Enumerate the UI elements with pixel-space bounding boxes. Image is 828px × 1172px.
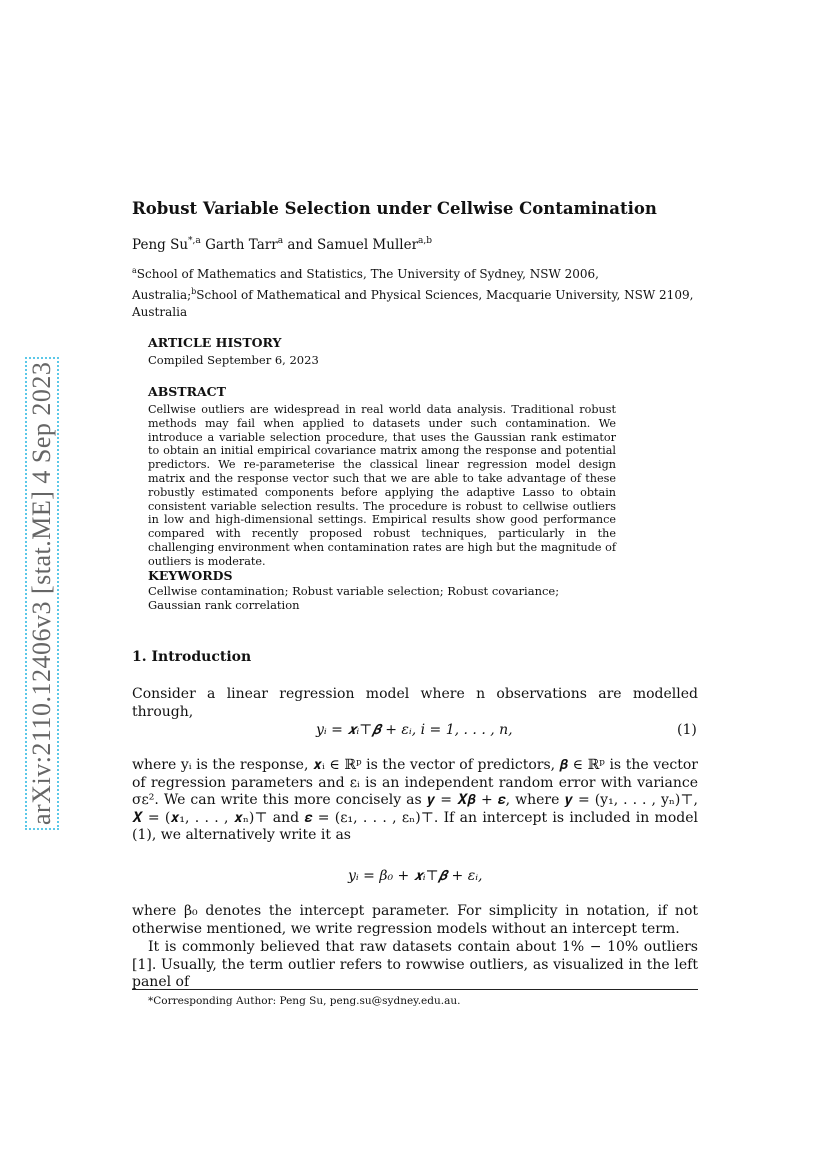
equation-number: (1) — [677, 722, 697, 738]
compiled-date: Compiled September 6, 2023 — [148, 353, 319, 367]
author-affil-mark: a,b — [418, 236, 433, 246]
author-list — [132, 236, 432, 253]
equation-1: yᵢ = 𝒙ᵢ⊤𝜷 + εᵢ, i = 1, . . . , n, — [316, 722, 513, 738]
author-affil-mark: a — [277, 236, 284, 246]
abstract-heading: ABSTRACT — [148, 384, 226, 399]
keywords-text: Cellwise contamination; Robust variable selection; Robust covariance; Gaussian rank correlation — [148, 584, 560, 612]
paper-title: Robust Variable Selection under Cellwise Contamination — [132, 199, 657, 218]
arxiv-watermark: arXiv:2110.12406v3 [stat.ME] 4 Sep 2023 — [25, 357, 59, 830]
affil-text: School of Mathematics and Statistics, The University of Sydney, NSW 2006, Australia; — [132, 267, 599, 302]
paragraph: Consider a linear regression model where n observations are modelled through, — [132, 686, 698, 720]
article-history-heading: ARTICLE HISTORY — [148, 335, 282, 350]
affil-mark: b — [191, 287, 197, 296]
affil-text: School of Mathematical and Physical Sciences, Macquarie University, NSW 2109, Australia — [132, 288, 694, 319]
equation-2: yᵢ = β₀ + 𝒙ᵢ⊤𝜷 + εᵢ, — [348, 868, 483, 884]
keywords-heading: KEYWORDS — [148, 568, 233, 583]
affiliations — [132, 262, 698, 321]
section-heading: 1. Introduction — [132, 649, 252, 665]
footnote-rule — [132, 989, 698, 990]
paragraph: where yᵢ is the response, 𝒙ᵢ ∈ ℝᵖ is the vector of predictors, 𝜷 ∈ ℝᵖ is the vector of regression parameters and εᵢ is an independent random error with variance σε². We can write this more concisely as 𝒚 = 𝑿𝜷 + 𝜺, where 𝒚 = (y₁, . . . , yₙ)⊤, 𝑿 = (𝒙₁, . . . , 𝒙ₙ)⊤ and 𝜺 = (ε₁, . . . , εₙ)⊤. If an intercept is included in model (1), we alternatively write it as — [132, 757, 698, 843]
author-name: Garth Tarr — [205, 237, 278, 253]
abstract-text: Cellwise outliers are widespread in real world data analysis. Traditional robust methods may fail when applied to datasets under such contamination. We introduce a variable selection procedure, that uses the Gaussian rank estimator to obtain an initial empirical covariance matrix among the response and potential predictors. We re-parameterise the classical linear regression model design matrix and the response vector such that we are able to take advantage of these robustly estimated components before applying the adaptive Lasso to obtain consistent variable selection results. The procedure is robust to cellwise outliers in low and high-dimensional settings. Empirical results show good performance compared with recently proposed robust techniques, particularly in the challenging environment when contamination rates are high but the magnitude of outliers is moderate. — [148, 403, 616, 568]
affil-mark: a — [132, 266, 137, 275]
author-name: and Samuel Muller — [287, 237, 419, 253]
paragraph: where β₀ denotes the intercept parameter. For simplicity in notation, if not otherwise mentioned, we write regression models without an intercept term. — [132, 903, 698, 937]
footnote: *Corresponding Author: Peng Su, peng.su@sydney.edu.au. — [148, 995, 461, 1007]
paragraph: It is commonly believed that raw datasets contain about 1% − 10% outliers [1]. Usually, the term outlier refers to rowwise outliers, as visualized in the left panel of — [132, 939, 698, 990]
author-affil-mark: *,a — [188, 236, 201, 246]
author-name: Peng Su — [132, 237, 189, 253]
